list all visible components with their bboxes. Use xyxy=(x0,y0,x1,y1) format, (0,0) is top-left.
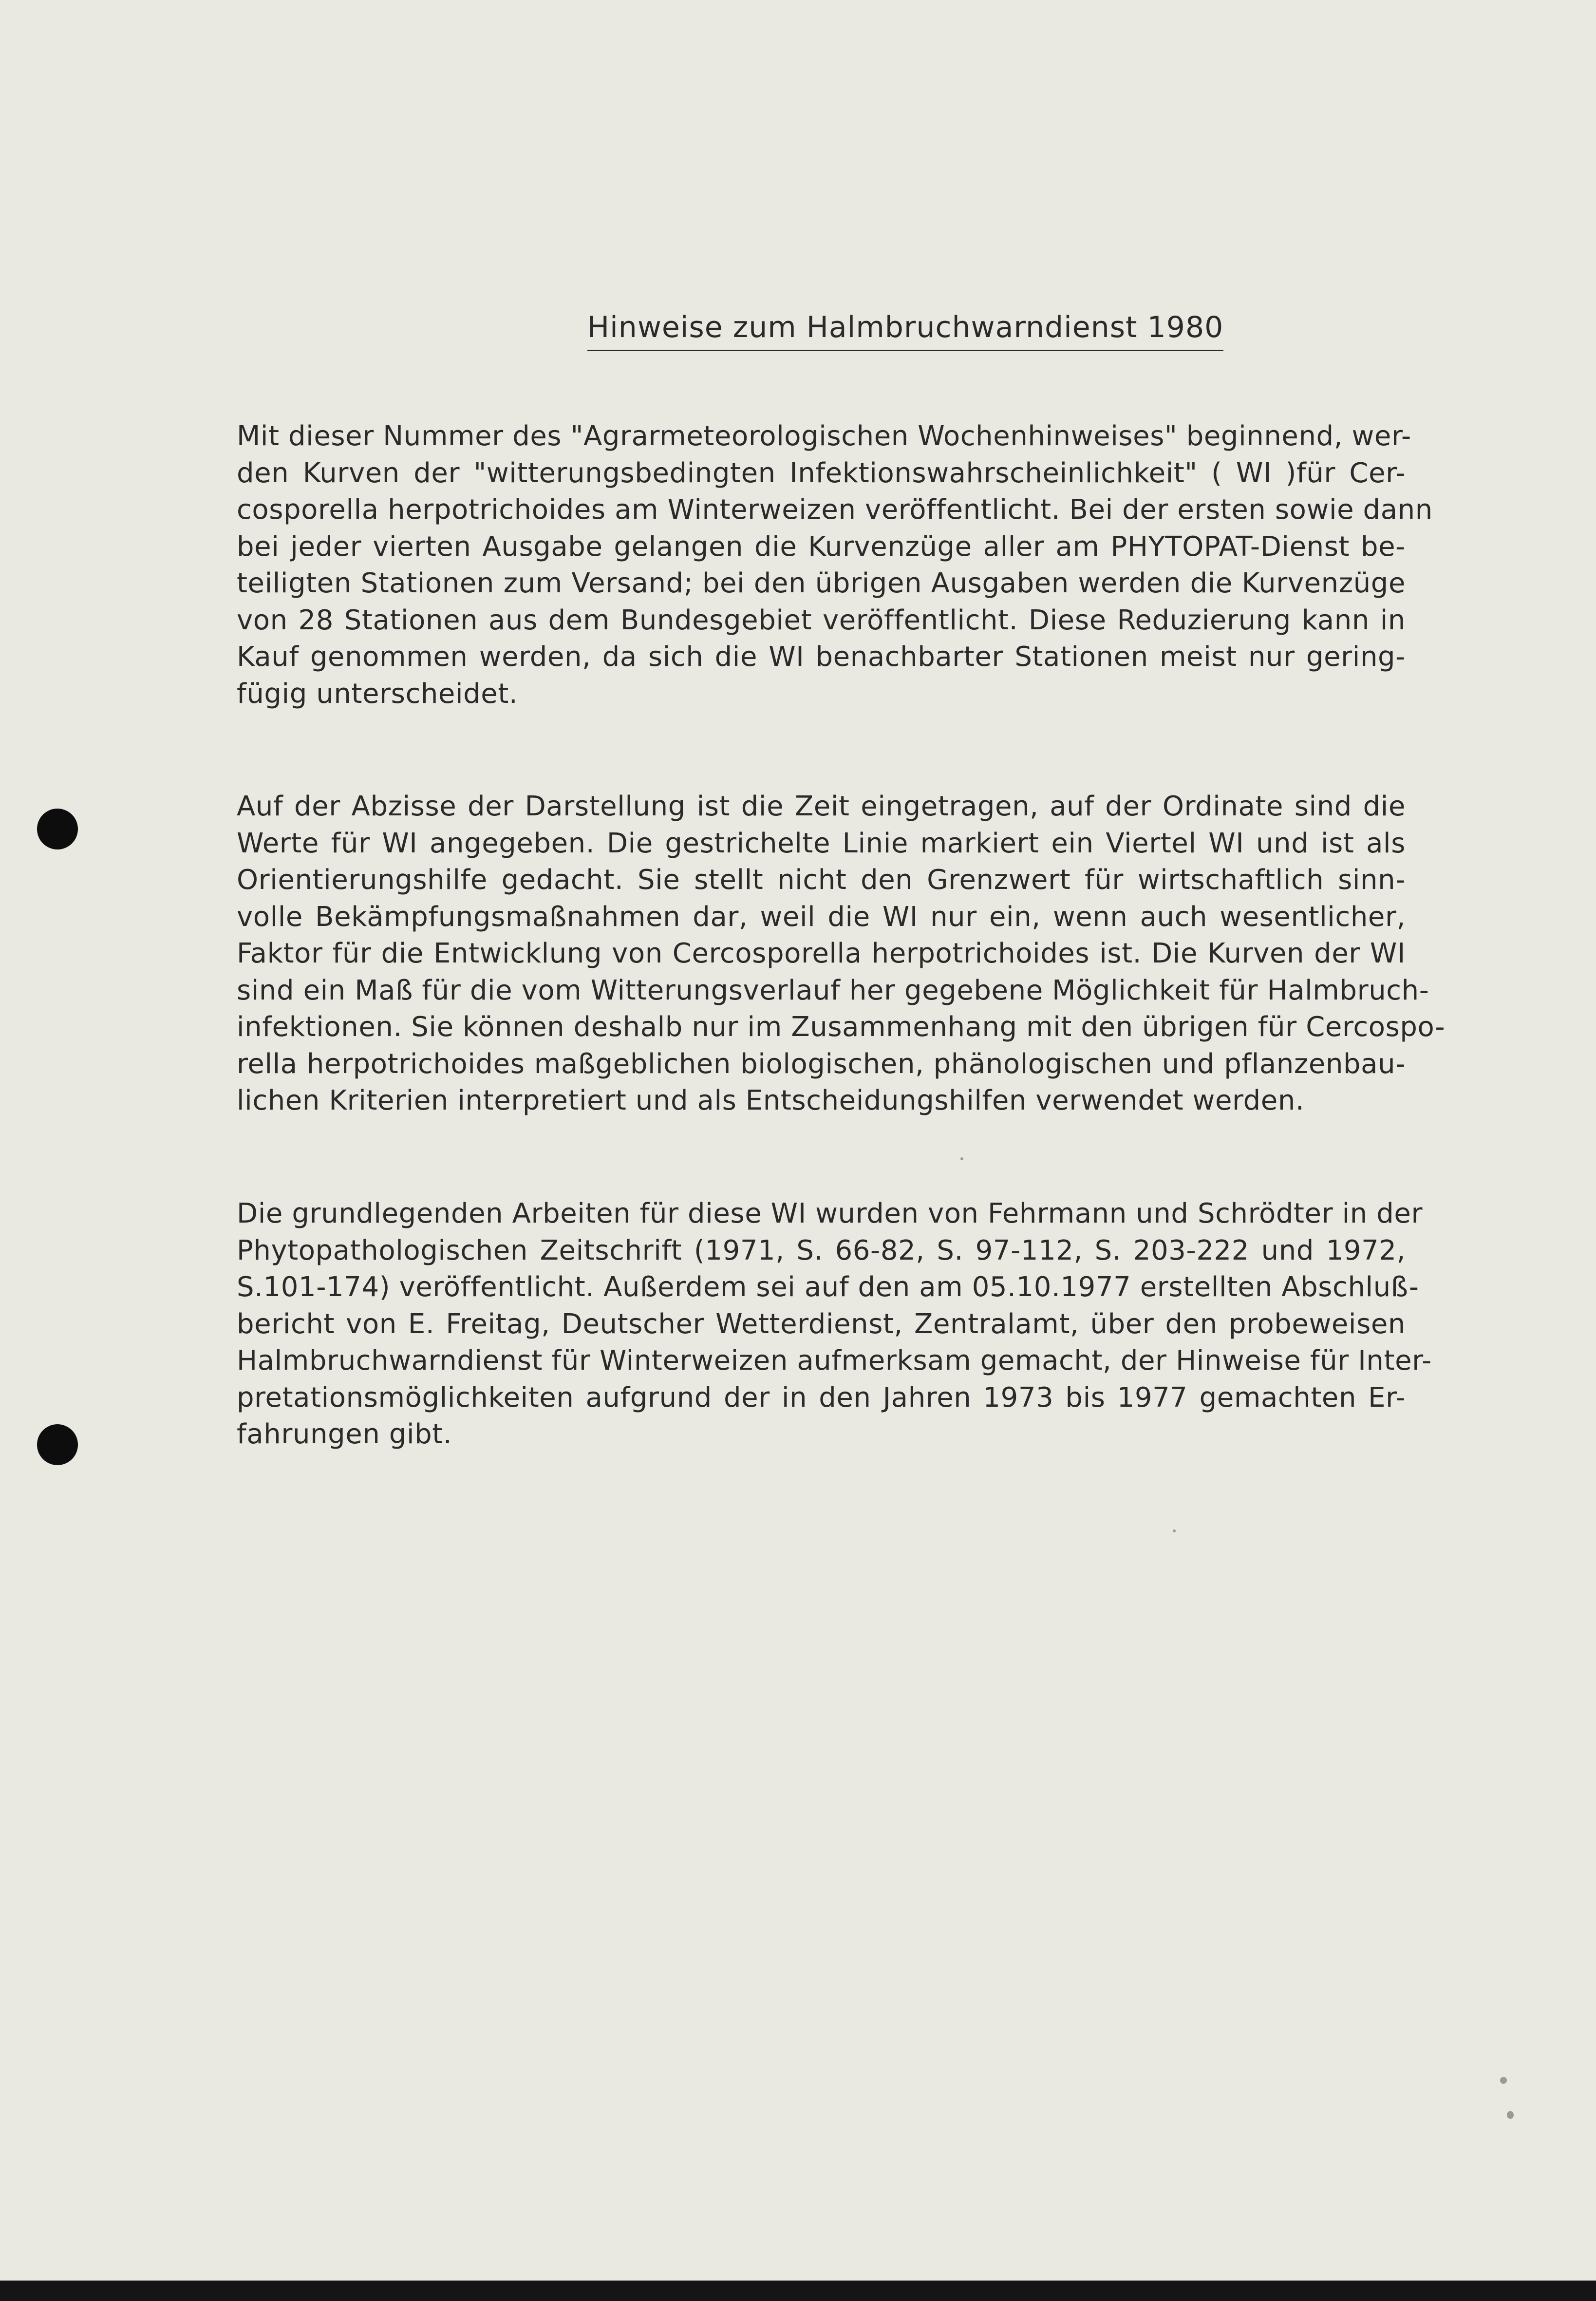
text-line: Werte für WI angegeben. Die gestrichelte Linie markiert ein Viertel WI und ist als xyxy=(237,827,1406,859)
text-line: Halmbruchwarndienst für Winterweizen aufmerksam gemacht, der Hinweise für Inter- xyxy=(237,1345,1432,1377)
text-line: Mit dieser Nummer des "Agrarmeteorologischen Wochenhinweises" beginnend, wer- xyxy=(237,420,1411,452)
text-line: rella herpotrichoides maßgeblichen biologischen, phänologischen und pflanzenbau- xyxy=(237,1048,1406,1080)
text-line: den Kurven der "witterungsbedingten Infektionswahrscheinlichkeit" ( WI )für Cer- xyxy=(237,457,1406,489)
text-line: Auf der Abzisse der Darstellung ist die Zeit eingetragen, auf der Ordinate sind die xyxy=(237,791,1406,822)
text-line: Phytopathologischen Zeitschrift (1971, S. 66-82, S. 97-112, S. 203-222 und 1972, xyxy=(237,1234,1406,1266)
text-line: pretationsmöglichkeiten aufgrund der in den Jahren 1973 bis 1977 gemachten Er- xyxy=(237,1381,1406,1414)
text-line: Orientierungshilfe gedacht. Sie stellt nicht den Grenzwert für wirtschaftlich sinn- xyxy=(237,864,1406,896)
text-line: volle Bekämpfungsmaßnahmen dar, weil die WI nur ein, wenn auch wesentlicher, xyxy=(237,901,1406,933)
paper-speck xyxy=(960,1157,963,1160)
text-line: sind ein Maß für die vom Witterungsverlauf her gegebene Möglichkeit für Halmbruch- xyxy=(237,974,1429,1006)
text-line: fahrungen gibt. xyxy=(237,1418,452,1450)
punch-hole-lower xyxy=(37,1424,78,1465)
text-line: von 28 Stationen aus dem Bundesgebiet veröffentlicht. Diese Reduzierung kann in xyxy=(237,604,1406,636)
punch-hole-upper xyxy=(37,809,78,849)
text-line: fügig unterscheidet. xyxy=(237,678,518,710)
paragraph-2 xyxy=(237,788,1446,1119)
text-line: teiligten Stationen zum Versand; bei den übrigen Ausgaben werden die Kurvenzüge xyxy=(237,567,1406,599)
text-line: bericht von E. Freitag, Deutscher Wetterdienst, Zentralamt, über den probeweisen xyxy=(237,1308,1406,1340)
document-title: Hinweise zum Halmbruchwarndienst 1980 xyxy=(587,307,1223,351)
paragraph-1 xyxy=(237,418,1433,712)
paper-speck xyxy=(1500,2077,1507,2084)
text-line: lichen Kriterien interpretiert und als Entscheidungshilfen verwendet werden. xyxy=(237,1085,1305,1116)
paper-speck xyxy=(1507,2111,1514,2119)
text-line: Die grundlegenden Arbeiten für diese WI wurden von Fehrmann und Schrödter in der xyxy=(237,1198,1423,1229)
paragraph-3 xyxy=(237,1195,1432,1453)
text-line: bei jeder vierten Ausgabe gelangen die Kurvenzüge aller am PHYTOPAT-Dienst be- xyxy=(237,530,1406,563)
scan-border-bottom xyxy=(0,2281,1596,2301)
paper-speck xyxy=(1173,1529,1176,1532)
text-line: cosporella herpotrichoides am Winterweizen veröffentlicht. Bei der ersten sowie dann xyxy=(237,494,1433,526)
text-line: Kauf genommen werden, da sich die WI benachbarter Stationen meist nur gering- xyxy=(237,641,1406,673)
text-line: S.101-174) veröffentlicht. Außerdem sei auf den am 05.10.1977 erstellten Abschluß- xyxy=(237,1271,1419,1303)
text-line: infektionen. Sie können deshalb nur im Zusammenhang mit den übrigen für Cercospo- xyxy=(237,1011,1446,1043)
text-line: Faktor für die Entwicklung von Cercosporella herpotrichoides ist. Die Kurven der WI xyxy=(237,938,1406,969)
